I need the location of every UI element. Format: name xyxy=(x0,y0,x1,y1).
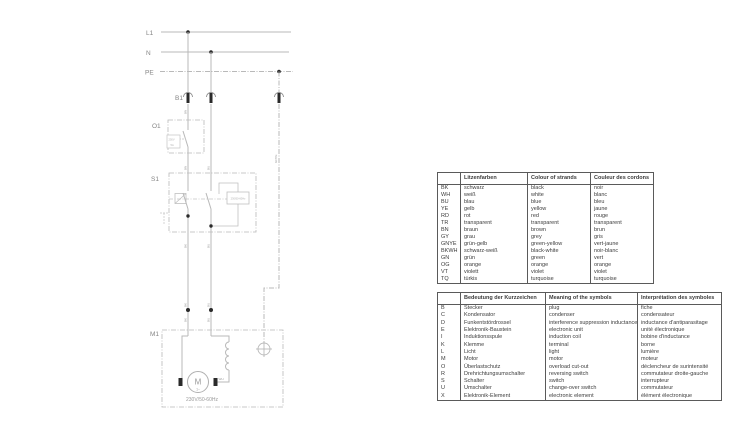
motor-phase: 1~ xyxy=(196,387,200,392)
table-row xyxy=(438,262,654,269)
table-cell: grün xyxy=(461,255,528,262)
rail-l1-label: L1 xyxy=(146,30,154,37)
table-cell: Licht xyxy=(461,349,546,356)
table-cell: orange xyxy=(461,262,528,269)
table-cell: B xyxy=(441,305,445,312)
m1-boundary xyxy=(162,330,283,407)
table-cell: R xyxy=(441,370,445,377)
table-cell: weiß xyxy=(461,192,528,199)
table-cell: noir xyxy=(591,185,654,193)
table-cell: BK xyxy=(441,185,449,191)
table-cell: violet xyxy=(591,269,654,276)
table-row xyxy=(438,234,654,241)
header-german: Litzenfarben xyxy=(461,173,528,185)
table-row xyxy=(438,199,654,206)
table-cell: Überlastschutz xyxy=(461,363,546,370)
wire-code-m1-left-bottom: BK xyxy=(183,317,188,322)
table-cell: orange xyxy=(591,262,654,269)
table-cell: reversing switch xyxy=(546,371,638,378)
overload-o1 xyxy=(152,120,204,153)
wire-code-s1-in-right: BU xyxy=(206,165,211,170)
header-code xyxy=(438,173,461,185)
table-cell: I xyxy=(441,334,443,341)
motor-letter: M xyxy=(194,377,202,387)
table-cell: moteur xyxy=(638,356,722,363)
table-cell: condensateur xyxy=(638,312,722,319)
table-cell: Schalter xyxy=(461,378,546,385)
table-row xyxy=(438,269,654,276)
table-cell: Induktionsspule xyxy=(461,334,546,341)
header-english: Meaning of the symbols xyxy=(546,293,638,305)
plug-arc-icon xyxy=(184,93,284,98)
o1-rating-voltage: 250V xyxy=(168,138,175,142)
s1-contact-blades xyxy=(183,193,211,209)
table-cell: motor xyxy=(546,356,638,363)
wire-code-s1-in-left: BN xyxy=(183,165,188,170)
table-cell: fiche xyxy=(638,305,722,313)
header-german: Bedeutung der Kurzzeichen xyxy=(461,293,546,305)
table-row xyxy=(438,312,722,319)
table-cell: rouge xyxy=(591,213,654,220)
table-row xyxy=(438,248,654,255)
table-cell: élément électronique xyxy=(638,393,722,401)
table-row xyxy=(438,192,654,199)
table-cell: bleu xyxy=(591,199,654,206)
table-cell: change-over switch xyxy=(546,385,638,392)
table-cell: rot xyxy=(461,213,528,220)
supply-rails xyxy=(160,32,293,72)
table-cell: induction coil xyxy=(546,334,638,341)
table-cell: brown xyxy=(528,227,591,234)
table-cell: electronic element xyxy=(546,393,638,401)
switch-s1 xyxy=(151,166,256,248)
table-cell: light xyxy=(546,349,638,356)
m1-label: M1 xyxy=(150,331,160,338)
wire-color-table-header xyxy=(438,173,654,185)
table-cell: Motor xyxy=(461,356,546,363)
table-cell: transparent xyxy=(528,220,591,227)
table-row xyxy=(438,334,722,341)
table-cell: braun xyxy=(461,227,528,234)
table-cell: bobine d'inductance xyxy=(638,334,722,341)
table-cell: blue xyxy=(528,199,591,206)
table-cell: déclencheur de surintensité xyxy=(638,363,722,370)
table-cell: Stecker xyxy=(461,305,546,313)
table-cell: grey xyxy=(528,234,591,241)
table-row xyxy=(438,356,722,363)
b1-label: B1 xyxy=(175,95,183,102)
plug-pin-icon xyxy=(187,93,281,103)
coil-icon xyxy=(226,342,230,370)
table-cell: Funkentstördrossel xyxy=(461,320,546,327)
motor-terminal-right xyxy=(214,378,218,386)
table-cell: yellow xyxy=(528,206,591,213)
motor-unit-m1 xyxy=(150,330,283,407)
table-cell: black-white xyxy=(528,248,591,255)
table-cell: TR xyxy=(441,220,449,226)
table-cell: GNYE xyxy=(441,241,457,247)
table-cell: borne xyxy=(638,342,722,349)
table-cell: K xyxy=(441,341,445,348)
table-row xyxy=(438,227,654,234)
table-row xyxy=(438,185,654,193)
table-cell: violet xyxy=(528,269,591,276)
table-cell: brun xyxy=(591,227,654,234)
table-cell: L xyxy=(441,348,445,355)
table-cell: transparent xyxy=(461,220,528,227)
table-cell: Umschalter xyxy=(461,385,546,392)
table-row xyxy=(438,320,722,327)
o1-label: O1 xyxy=(152,123,161,130)
table-cell: turquoise xyxy=(528,276,591,284)
table-cell: C xyxy=(441,312,445,319)
table-row xyxy=(438,241,654,248)
wire-code-s1-out-left: BK xyxy=(183,243,188,248)
table-cell: Klemme xyxy=(461,342,546,349)
table-cell: E xyxy=(441,327,445,334)
table-row xyxy=(438,327,722,334)
table-cell: jaune xyxy=(591,206,654,213)
m1-rating: 230V/50-60Hz xyxy=(186,397,218,403)
header-french: Couleur des cordons xyxy=(591,173,654,185)
wire-code-b1: BN xyxy=(183,109,188,114)
table-cell: noir-blanc xyxy=(591,248,654,255)
table-row xyxy=(438,378,722,385)
table-cell: blau xyxy=(461,199,528,206)
table-cell: M xyxy=(441,356,446,363)
table-cell: türkis xyxy=(461,276,528,284)
table-cell: lumière xyxy=(638,349,722,356)
s1-coil-wiring xyxy=(212,183,239,226)
table-cell: D xyxy=(441,319,445,326)
table-cell: electronic unit xyxy=(546,327,638,334)
table-cell: commutateur xyxy=(638,385,722,392)
table-cell: O xyxy=(441,363,446,370)
header-french: Interprétation des symboles xyxy=(638,293,722,305)
wire-code-pe: GNYE xyxy=(274,154,278,163)
table-cell: GY xyxy=(441,234,449,240)
table-cell: BKWH xyxy=(441,248,458,254)
table-cell: BU xyxy=(441,199,449,205)
table-cell: overload cut-out xyxy=(546,363,638,370)
table-cell: red xyxy=(528,213,591,220)
wire-code-m1-left-top: BK xyxy=(183,302,188,307)
table-cell: WH xyxy=(441,192,451,198)
table-row xyxy=(438,305,722,313)
table-cell: violett xyxy=(461,269,528,276)
table-row xyxy=(438,342,722,349)
table-cell: switch xyxy=(546,378,638,385)
table-cell: commutateur droite-gauche xyxy=(638,371,722,378)
wire-code-motor: WH xyxy=(218,377,224,381)
header-code xyxy=(438,293,461,305)
wire-code-m1-right-bottom: BU xyxy=(206,317,211,322)
wire-color-table xyxy=(437,172,654,283)
table-cell: green-yellow xyxy=(528,241,591,248)
table-cell: interference suppression inductance xyxy=(546,320,638,327)
table-cell: interrupteur xyxy=(638,378,722,385)
table-cell: transparent xyxy=(591,220,654,227)
table-cell: vert xyxy=(591,255,654,262)
table-cell: vert-jaune xyxy=(591,241,654,248)
motor-terminal-left xyxy=(179,378,183,386)
table-cell: inductance d'antiparasitage xyxy=(638,320,722,327)
table-row xyxy=(438,385,722,392)
earth-icon xyxy=(256,341,272,357)
table-row xyxy=(438,363,722,370)
s1-coil-text: 230/50-60Hz xyxy=(230,197,246,201)
wire-code-s1-out-right: BU xyxy=(206,243,211,248)
table-cell: white xyxy=(528,192,591,199)
s1-junction-dot xyxy=(186,214,189,217)
table-row xyxy=(438,349,722,356)
table-cell: green xyxy=(528,255,591,262)
s1-label: S1 xyxy=(151,176,159,183)
table-cell: X xyxy=(441,392,445,399)
table-row xyxy=(438,206,654,213)
table-cell: schwarz-weiß xyxy=(461,248,528,255)
table-cell: Drehrichtungsumschalter xyxy=(461,371,546,378)
table-cell: orange xyxy=(528,262,591,269)
table-cell: grau xyxy=(461,234,528,241)
table-cell: terminal xyxy=(546,342,638,349)
table-cell: blanc xyxy=(591,192,654,199)
table-cell: GN xyxy=(441,255,450,261)
table-row xyxy=(438,371,722,378)
table-cell: VT xyxy=(441,269,449,275)
table-cell: unité électronique xyxy=(638,327,722,334)
table-row xyxy=(438,276,654,284)
table-cell: YE xyxy=(441,206,449,212)
connector-b1 xyxy=(175,93,283,115)
table-cell: grün-gelb xyxy=(461,241,528,248)
table-row xyxy=(438,220,654,227)
table-cell: condenser xyxy=(546,312,638,319)
table-cell: TQ xyxy=(441,276,449,282)
s1-junction-dot2 xyxy=(209,224,212,227)
rail-pe-label: PE xyxy=(145,69,154,77)
table-row xyxy=(438,393,722,401)
table-cell: OG xyxy=(441,262,450,268)
symbol-meaning-table xyxy=(437,292,722,401)
o1-rating-current: 5A xyxy=(170,144,174,147)
table-cell: Elektronik-Element xyxy=(461,393,546,401)
rail-n-label: N xyxy=(146,50,151,57)
table-cell: Kondensator xyxy=(461,312,546,319)
table-cell: black xyxy=(528,185,591,193)
table-cell: gris xyxy=(591,234,654,241)
symbol-table-header xyxy=(438,293,722,305)
table-cell: U xyxy=(441,385,445,392)
table-row xyxy=(438,255,654,262)
wires xyxy=(182,32,279,378)
s1-manual-symbol xyxy=(160,213,168,224)
table-cell: Elektronik-Baustein xyxy=(461,327,546,334)
table-cell: plug xyxy=(546,305,638,313)
table-cell: turquoise xyxy=(591,276,654,284)
header-english: Colour of strands xyxy=(528,173,591,185)
table-cell: schwarz xyxy=(461,185,528,193)
table-cell: BN xyxy=(441,227,449,233)
table-cell: S xyxy=(441,378,445,385)
table-row xyxy=(438,213,654,220)
wire-code-m1-right-top: BU xyxy=(206,302,211,307)
table-cell: RD xyxy=(441,213,449,219)
table-cell: gelb xyxy=(461,206,528,213)
